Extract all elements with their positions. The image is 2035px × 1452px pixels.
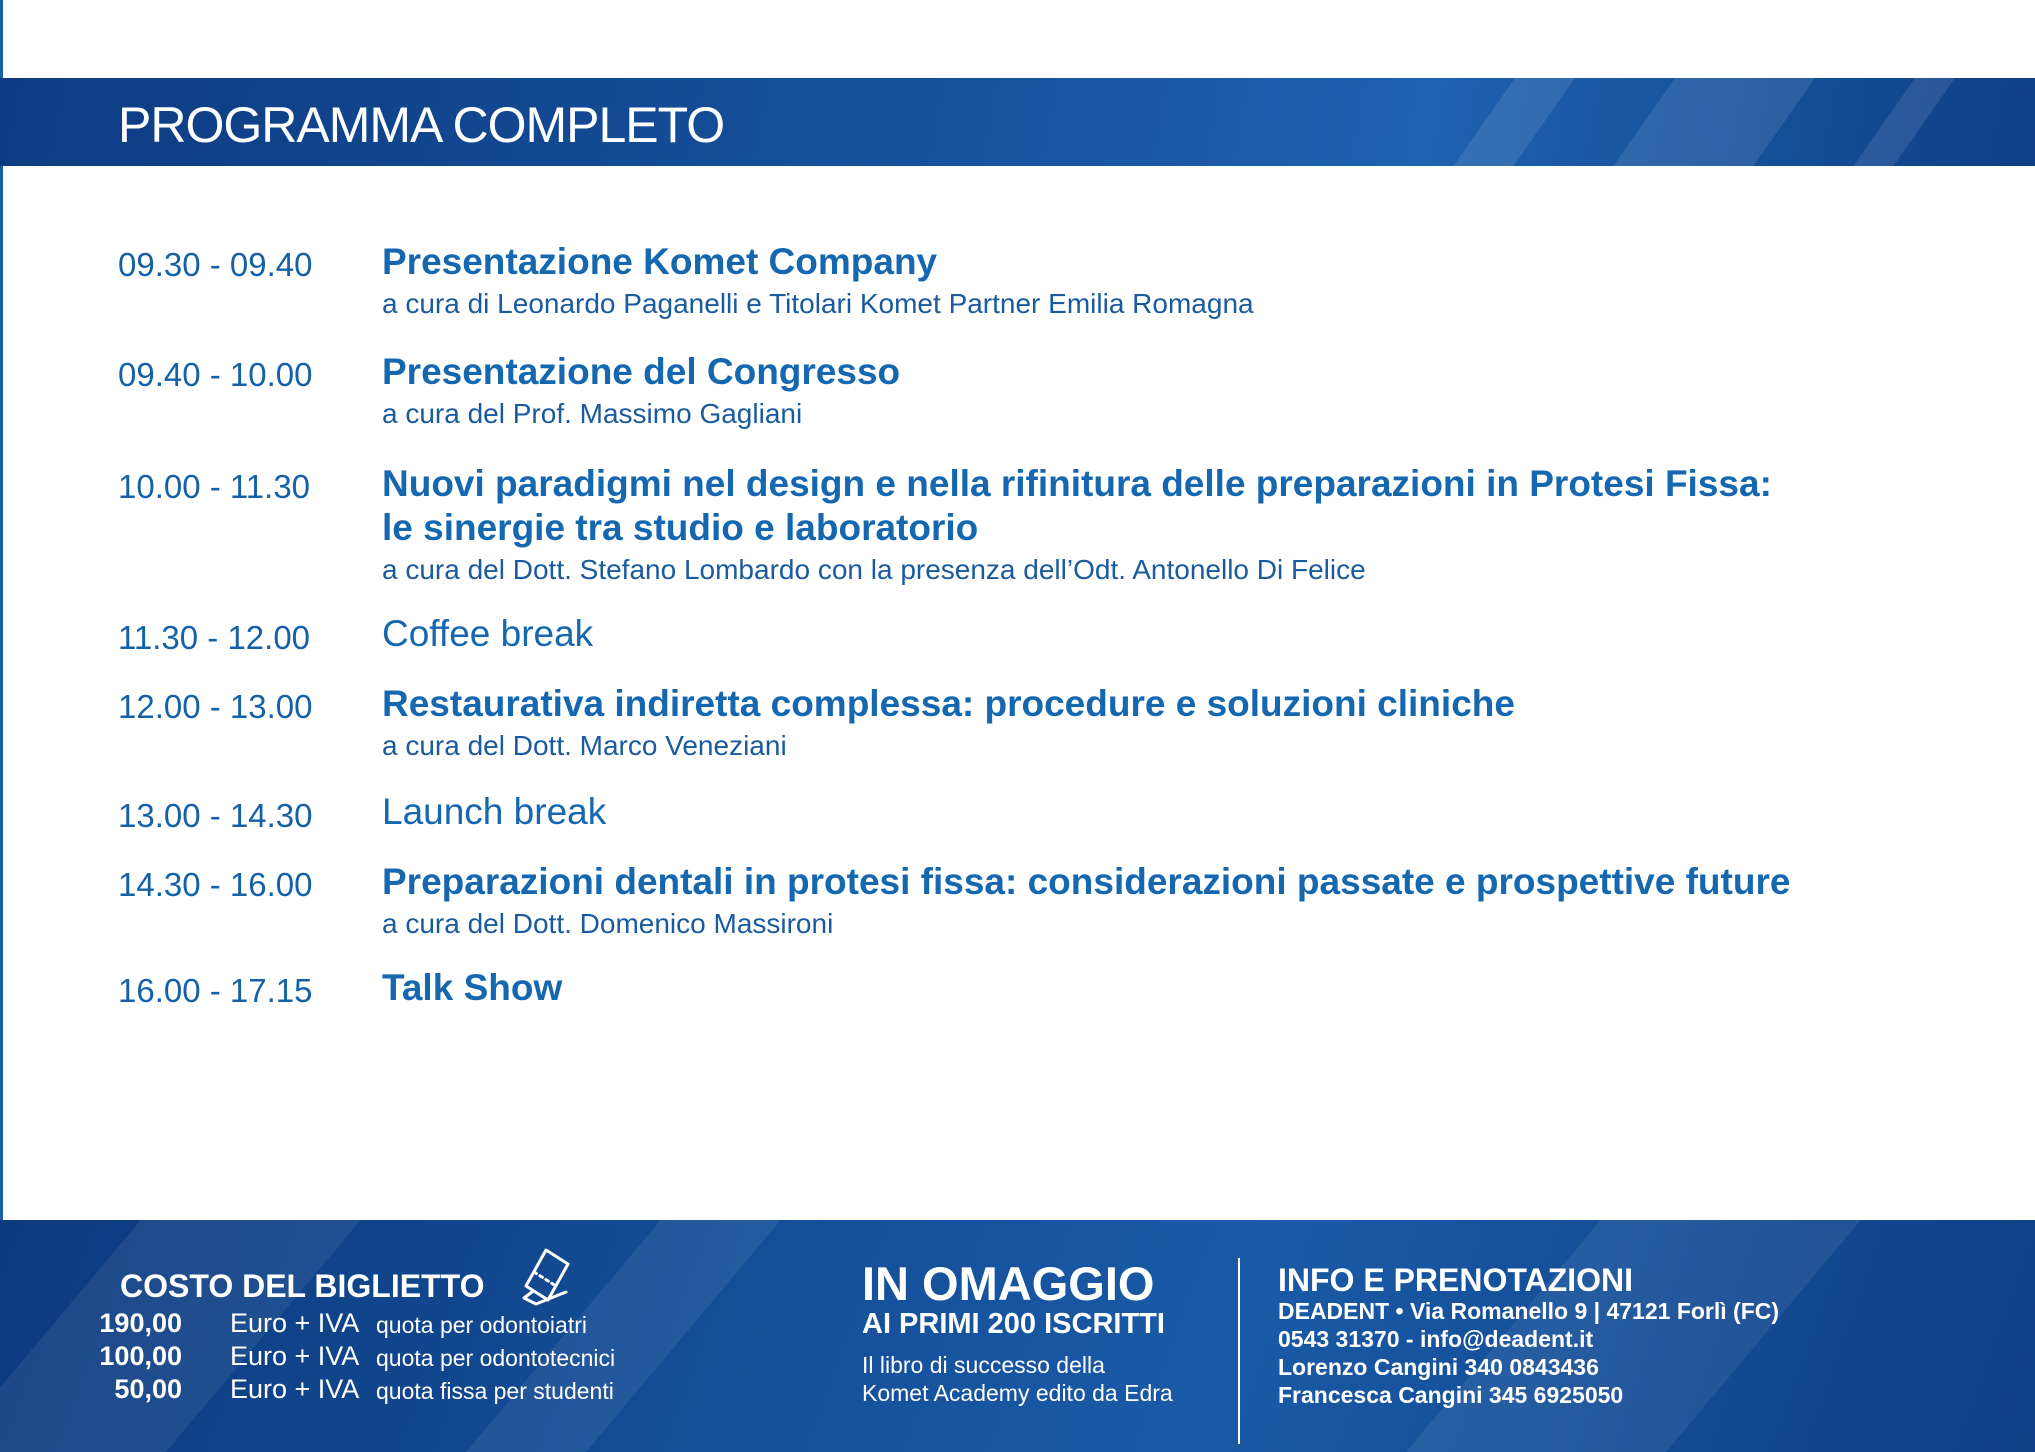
program-speaker: a cura del Dott. Marco Veneziani	[382, 730, 787, 761]
ticket-icon	[518, 1242, 576, 1308]
ticket-cost-title: COSTO DEL BIGLIETTO	[120, 1268, 485, 1304]
program-time: 16.00 - 17.15	[118, 972, 313, 1009]
info-contact: Lorenzo Cangini 340 0843436	[1278, 1354, 1599, 1380]
price-amount: 100,00	[99, 1341, 182, 1371]
program-title: Nuovi paradigmi nel design e nella rifinitura delle preparazioni in Protesi Fissa:	[382, 463, 1772, 504]
program-title: Launch break	[382, 791, 607, 832]
price-unit: Euro + IVA	[230, 1374, 360, 1404]
program-title: Preparazioni dentali in protesi fissa: considerazioni passate e prospettive future	[382, 861, 1791, 902]
program-speaker: a cura di Leonardo Paganelli e Titolari Komet Partner Emilia Romagna	[382, 288, 1254, 319]
program-title: Presentazione del Congresso	[382, 351, 901, 392]
program-title: Coffee break	[382, 613, 594, 654]
gift-description: Komet Academy edito da Edra	[862, 1380, 1173, 1406]
price-amount: 50,00	[114, 1374, 182, 1404]
program-time: 12.00 - 13.00	[118, 688, 313, 725]
program-time: 09.40 - 10.00	[118, 356, 313, 393]
price-label: quota fissa per studenti	[376, 1378, 614, 1404]
info-phone-email: 0543 31370 - info@deadent.it	[1278, 1326, 1594, 1352]
program-time: 14.30 - 16.00	[118, 866, 313, 903]
program-speaker: a cura del Dott. Domenico Massironi	[382, 908, 834, 939]
info-title: INFO E PRENOTAZIONI	[1278, 1262, 1633, 1298]
price-label: quota per odontoiatri	[376, 1312, 587, 1338]
program-time: 13.00 - 14.30	[118, 797, 313, 834]
program-title: Talk Show	[382, 967, 563, 1008]
price-unit: Euro + IVA	[230, 1341, 360, 1371]
footer-band	[0, 1220, 2035, 1452]
gift-subtitle: AI PRIMI 200 ISCRITTI	[862, 1308, 1165, 1340]
info-address: DEADENT • Via Romanello 9 | 47121 Forlì (FC)	[1278, 1298, 1780, 1324]
program-speaker: a cura del Prof. Massimo Gagliani	[382, 398, 803, 429]
program-time: 09.30 - 09.40	[118, 246, 313, 283]
gift-title: IN OMAGGIO	[862, 1257, 1155, 1310]
program-title-continued: le sinergie tra studio e laboratorio	[382, 507, 979, 548]
header-band	[0, 78, 2035, 166]
program-speaker: a cura del Dott. Stefano Lombardo con la presenza dell’Odt. Antonello Di Felice	[382, 554, 1366, 585]
footer-divider	[1238, 1258, 1240, 1444]
program-title: Presentazione Komet Company	[382, 241, 938, 282]
price-amount: 190,00	[99, 1308, 182, 1338]
program-time: 11.30 - 12.00	[118, 619, 311, 656]
info-contact: Francesca Cangini 345 6925050	[1278, 1382, 1624, 1408]
gift-description: Il libro di successo della	[862, 1352, 1105, 1378]
price-label: quota per odontotecnici	[376, 1345, 616, 1371]
program-time: 10.00 - 11.30	[118, 468, 311, 505]
page-title: PROGRAMMA COMPLETO	[118, 97, 725, 153]
price-unit: Euro + IVA	[230, 1308, 360, 1338]
program-title: Restaurativa indiretta complessa: procedure e soluzioni cliniche	[382, 683, 1515, 724]
